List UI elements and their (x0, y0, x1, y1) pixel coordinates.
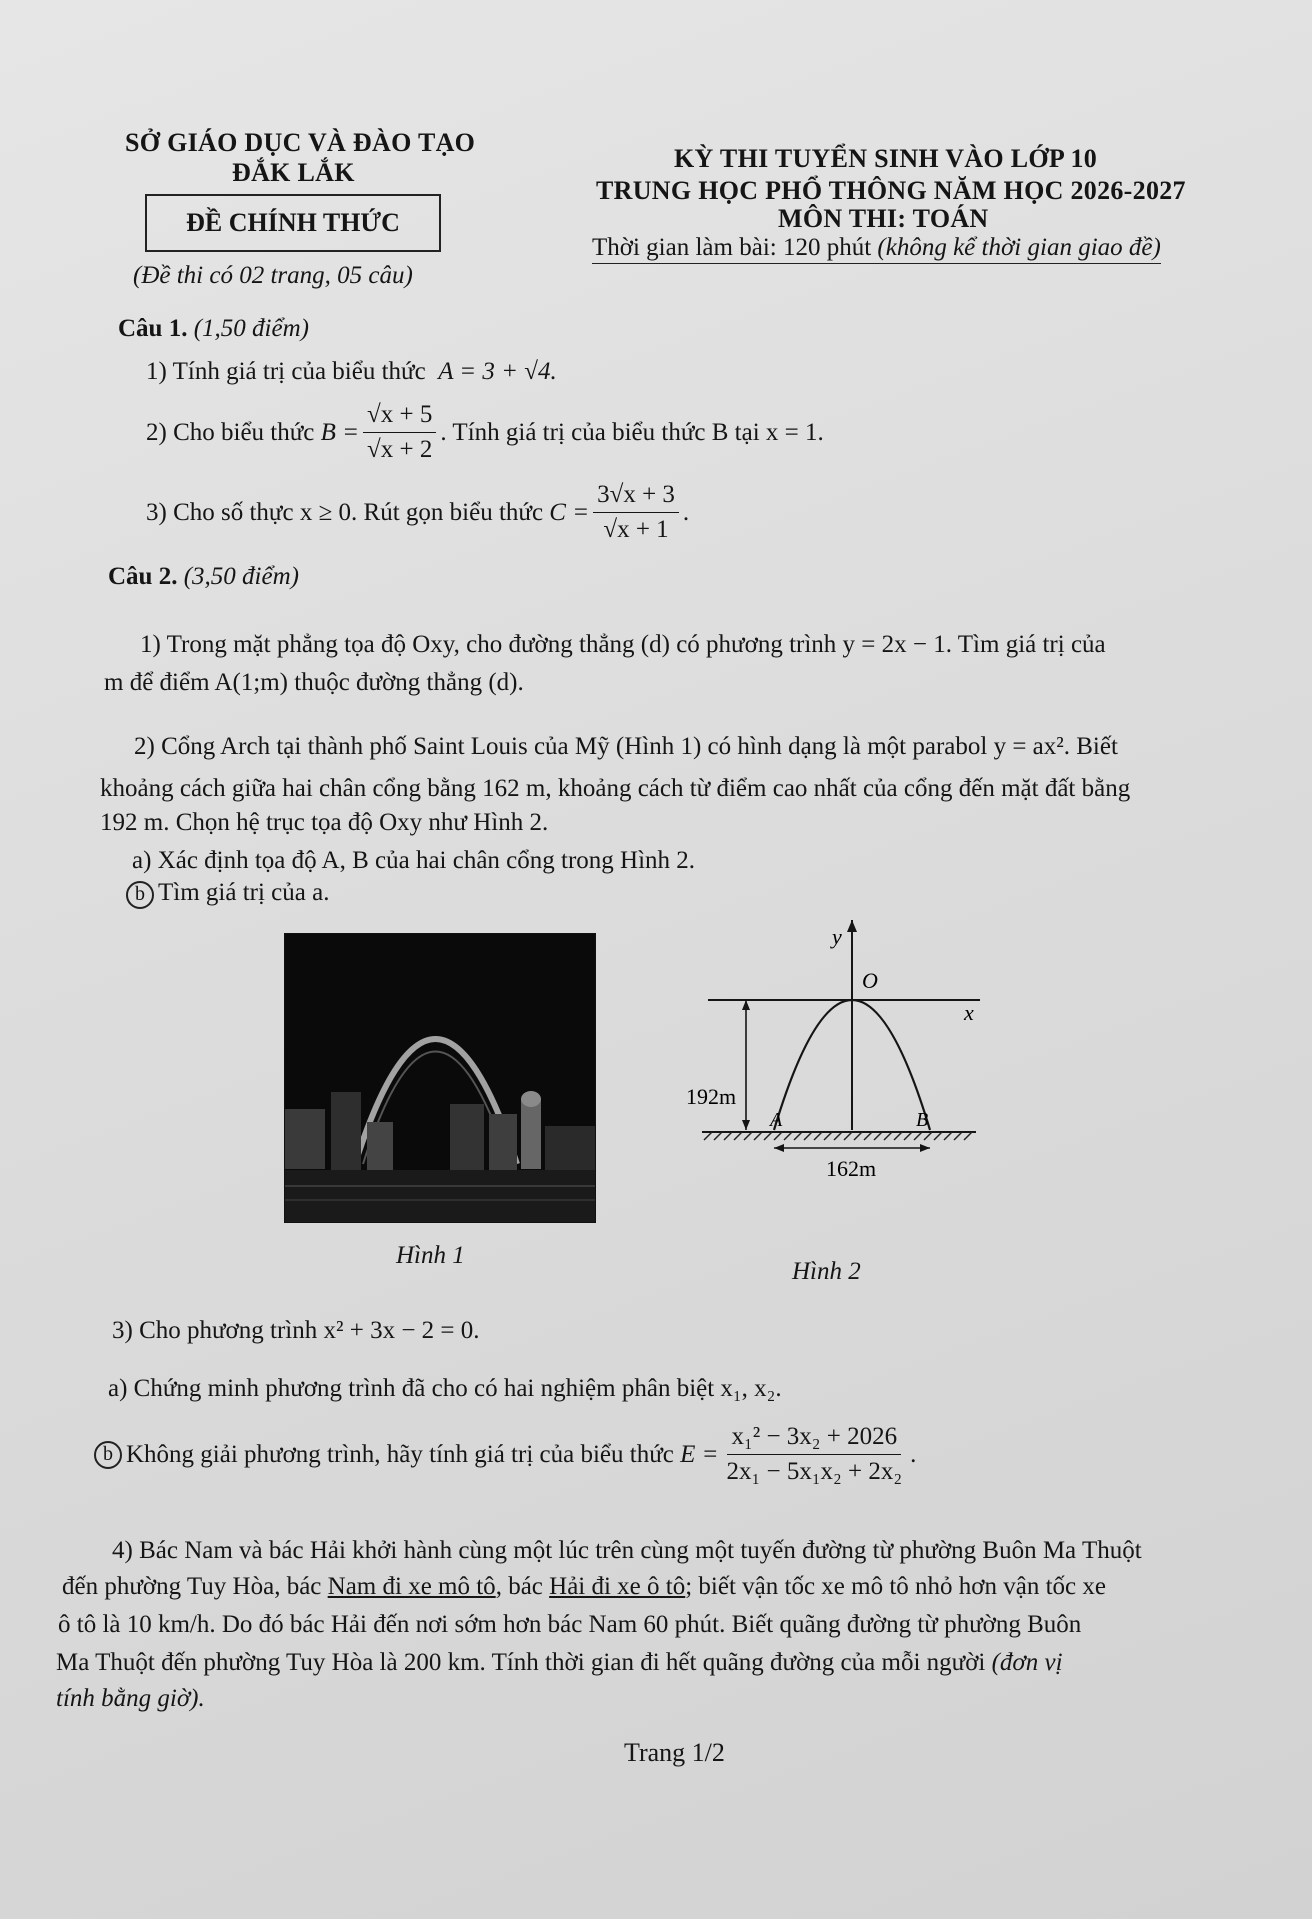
q2-part3b-text: Không giải phương trình, hãy tính giá trị của biểu thức (126, 1440, 674, 1468)
q2-part4-line3: ô tô là 10 km/h. Do đó bác Hải đến nơi sớm hơn bác Nam 60 phút. Biết quãng đường từ phường Buôn (58, 1611, 1082, 1638)
q2-part2-line1: 2) Cổng Arch tại thành phố Saint Louis của Mỹ (Hình 1) có hình dạng là một parabol y = ax². Biết (134, 733, 1118, 760)
q2-part3b (94, 1422, 916, 1487)
q1-part2-text: 2) Cho biểu thức (146, 418, 315, 446)
q2-part4-line4 (56, 1646, 1063, 1680)
q1-part2-fraction (363, 400, 436, 465)
exam-title-line1: KỲ THI TUYỂN SINH VÀO LỚP 10 (674, 144, 1098, 173)
q1-title: Câu 1. (118, 315, 188, 342)
q2-part4-line1: 4) Bác Nam và bác Hải khởi hành cùng một lúc trên cùng một tuyến đường từ phường Buôn Ma Thuột (112, 1537, 1142, 1564)
q2-part2a: a) Xác định tọa độ A, B của hai chân cổng trong Hình 2. (132, 847, 696, 874)
height-arrow-top-icon (742, 1000, 750, 1010)
q2-part1-line2: m để điểm A(1;m) thuộc đường thẳng (d). (104, 669, 524, 696)
q2-part4-line4-a: Ma Thuột đến phường Tuy Hòa là 200 km. Tính thời gian đi hết quãng đường của mỗi người (56, 1649, 992, 1676)
y-axis-label: y (832, 924, 842, 949)
q2-heading (108, 560, 299, 594)
q2-part4-line2-c: ; biết vận tốc xe mô tô nhỏ hơn vận tốc xe (685, 1573, 1106, 1600)
x-axis-label: x (964, 1000, 974, 1025)
q1-part3-numerator: 3√x + 3 (593, 480, 679, 513)
q2-part4-line2-underline1: Nam đi xe mô tô (327, 1573, 496, 1600)
official-label: ĐỀ CHÍNH THỨC (186, 208, 400, 237)
q2-part4-line2 (62, 1570, 1106, 1604)
time-limit-note: (không kể thời gian giao đề) (877, 234, 1161, 261)
q2-part3b-label: E = (680, 1440, 719, 1468)
q2-part2b-text: Tìm giá trị của a. (158, 879, 330, 906)
q1-part1-text: 1) Tính giá trị của biểu thức (146, 358, 426, 385)
q2-part2-line2: khoảng cách giữa hai chân cổng bằng 162 m, khoảng cách từ điểm cao nhất của cổng đến mặt đất bằng (100, 775, 1131, 802)
figure1-photo (284, 933, 596, 1223)
time-limit-main: Thời gian làm bài: 120 phút (592, 234, 878, 261)
department-line1: SỞ GIÁO DỤC VÀ ĐÀO TẠO (125, 128, 476, 157)
q1-part2 (146, 400, 824, 465)
official-exam-box (145, 194, 441, 252)
q1-part2-tail: . Tính giá trị của biểu thức B tại x = 1. (440, 418, 824, 446)
time-limit (592, 234, 1161, 264)
arch-photo-svg (285, 934, 595, 1222)
q1-part1-expr: A = 3 + √4. (438, 358, 557, 385)
page-number: Trang 1/2 (624, 1738, 725, 1767)
q2-part4-line2-a: đến phường Tuy Hòa, bác (62, 1573, 328, 1600)
q1-part3-fraction (593, 480, 679, 545)
height-arrow-bottom-icon (742, 1120, 750, 1130)
q2-part3a: a) Chứng minh phương trình đã cho có hai nghiệm phân biệt x₁, x₂. (108, 1375, 782, 1402)
subject: MÔN THI: TOÁN (778, 204, 989, 233)
q2-title: Câu 2. (108, 563, 178, 590)
q2-part4-line5: tính bằng giờ). (56, 1685, 205, 1712)
q1-part3 (146, 480, 689, 545)
y-axis-arrow-icon (847, 920, 857, 932)
origin-label: O (862, 968, 878, 993)
q2-part4-line4-b: (đơn vị (991, 1649, 1063, 1676)
q2-part2-line3: 192 m. Chọn hệ trục tọa độ Oxy như Hình 2. (100, 809, 549, 836)
q1-heading (118, 312, 309, 346)
width-arrow-left-icon (774, 1144, 784, 1152)
q1-part1 (146, 355, 557, 389)
q1-part3-tail: . (682, 498, 690, 526)
q1-part2-label: B = (320, 418, 360, 446)
q2-part2b-circled-mark: b (126, 881, 154, 909)
department-line2: ĐẮK LẮK (232, 158, 355, 187)
q1-part3-label: C = (549, 498, 590, 526)
q2-part3b-fraction (723, 1422, 907, 1487)
figure1-caption: Hình 1 (396, 1242, 465, 1269)
q2-part1-line1: 1) Trong mặt phẳng tọa độ Oxy, cho đường thẳng (d) có phương trình y = 2x − 1. Tìm giá trị của (140, 631, 1106, 658)
width-label: 162m (826, 1156, 877, 1181)
figure2-caption: Hình 2 (792, 1258, 861, 1285)
exam-title-line2: TRUNG HỌC PHỔ THÔNG NĂM HỌC 2026-2027 (596, 176, 1186, 205)
q2-part3b-tail: . (910, 1440, 917, 1468)
figure2-diagram (680, 920, 1010, 1210)
point-a-label: A (770, 1109, 783, 1131)
q1-part3-denominator: √x + 1 (603, 516, 669, 543)
q2-part3b-numerator: x₁² − 3x₂ + 2026 (727, 1422, 901, 1455)
q1-part3-text: 3) Cho số thực x ≥ 0. Rút gọn biểu thức (146, 498, 544, 526)
point-b-label: B (916, 1109, 929, 1131)
q2-part4-line2-b: , bác (495, 1573, 550, 1600)
q2-part3b-circled-mark: b (94, 1441, 122, 1469)
q2-part4-line2-underline2: Hải đi xe ô tô (549, 1573, 686, 1600)
q2-part2b (126, 876, 329, 910)
q1-part2-denominator: √x + 2 (367, 436, 433, 463)
q2-part3b-denominator: 2x₁ − 5x₁x₂ + 2x₂ (726, 1458, 903, 1485)
ground-hatching (704, 1132, 972, 1140)
width-arrow-right-icon (920, 1144, 930, 1152)
q1-part2-numerator: √x + 5 (363, 400, 436, 433)
pages-note: (Đề thi có 02 trang, 05 câu) (133, 262, 413, 289)
q1-points: (1,50 điểm) (193, 315, 309, 342)
q2-points: (3,50 điểm) (183, 563, 299, 590)
q2-part3: 3) Cho phương trình x² + 3x − 2 = 0. (112, 1317, 480, 1344)
height-label: 192m (686, 1084, 737, 1109)
